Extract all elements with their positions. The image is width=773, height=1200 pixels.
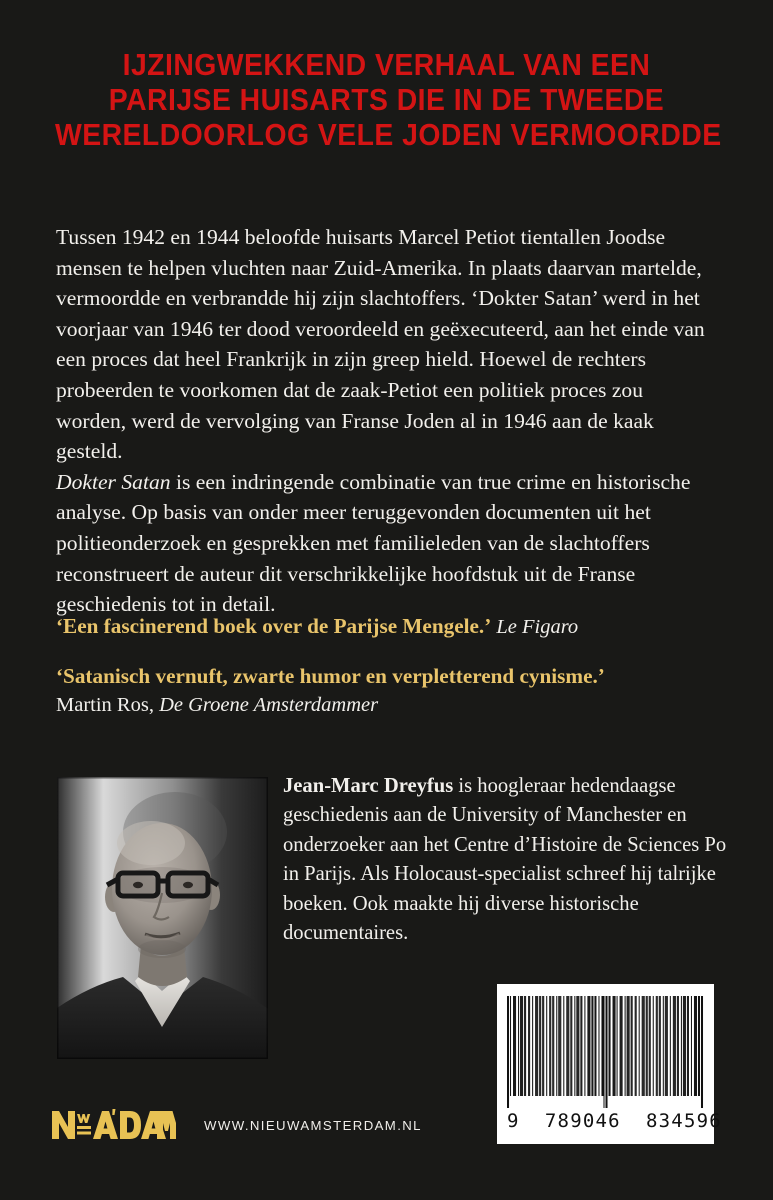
blurb-book-title: Dokter Satan [56, 469, 171, 494]
publisher-logo-nieuw-amsterdam[interactable] [52, 1108, 176, 1142]
publisher-url[interactable]: WWW.NIEUWAMSTERDAM.NL [204, 1117, 422, 1133]
author-bio [283, 772, 733, 948]
author-bio-text: is hoogleraar hedendaagse geschiedenis aan de University of Manchester en onderzoeker aan het Centre d’Histoire de Sciences Po in Parijs. Als Holocaust-specialist schreef hij talrijke boeken. Ook maakte hij diverse historische documentaires. [283, 775, 727, 945]
blurb-paragraph-2-rest: is een indringende combinatie van true crime en historische analyse. Op basis van onder meer teruggevonden documenten uit het politieonderzoek en gesprekken met familieleden van de slachtoffers reconstrueert de auteur dit verschrikkelijke hoofdstuk uit de Franse geschiedenis tot in detail. [56, 469, 691, 617]
headline [27, 48, 746, 153]
headline-line-3: WERELDOORLOG VELE JODEN VERMOORDDE [54, 118, 722, 152]
author-portrait [57, 777, 268, 1059]
blurb-paragraph-2 [56, 467, 716, 620]
barcode-digits: 9 789046 834596 [507, 1110, 722, 1132]
praise-quotes [56, 612, 736, 719]
praise-quote-2-text: ‘Satanisch vernuft, zwarte humor en verpletterend cynisme.’ [56, 664, 605, 688]
blurb [56, 222, 716, 620]
praise-quote-2-attrib-publication: De Groene Amsterdammer [159, 694, 379, 716]
praise-quote-1-text: ‘Een fascinerend boek over de Parijse Mengele.’ [56, 614, 492, 638]
author-portrait-image [57, 777, 268, 1059]
praise-quote-2-attribution [56, 691, 736, 719]
headline-line-1: IJZINGWEKKEND VERHAAL VAN EEN [122, 48, 651, 82]
praise-quote-2 [56, 662, 736, 719]
footer [52, 1108, 422, 1142]
praise-quote-1 [56, 612, 736, 640]
praise-quote-2-attrib-name: Martin Ros, [56, 694, 160, 716]
blurb-paragraph-1: Tussen 1942 en 1944 beloofde huisarts Marcel Petiot tientallen Joodse mensen te helpen vluchten naar Zuid-Amerika. In plaats daarvan martelde, vermoordde en verbrandde hij zijn slachtoffers. ‘Dokter Satan’ werd in het voorjaar van 1946 ter dood veroordeeld en geëxecuteerd, aan het einde van een proces dat heel Frankrijk in zijn greep hield. Hoewel de rechters probeerden te voorkomen dat de zaak-Petiot een politiek proces zou worden, werd de vervolging van Franse Joden al in 1946 aan de kaak gesteld. [56, 225, 705, 464]
barcode [497, 984, 722, 1144]
praise-quote-1-source: Le Figaro [491, 616, 579, 638]
headline-line-2: PARIJSE HUISARTS DIE IN DE TWEEDE [108, 83, 665, 117]
author-name: Jean-Marc Dreyfus [283, 775, 454, 797]
barcode-bars [507, 996, 704, 1108]
